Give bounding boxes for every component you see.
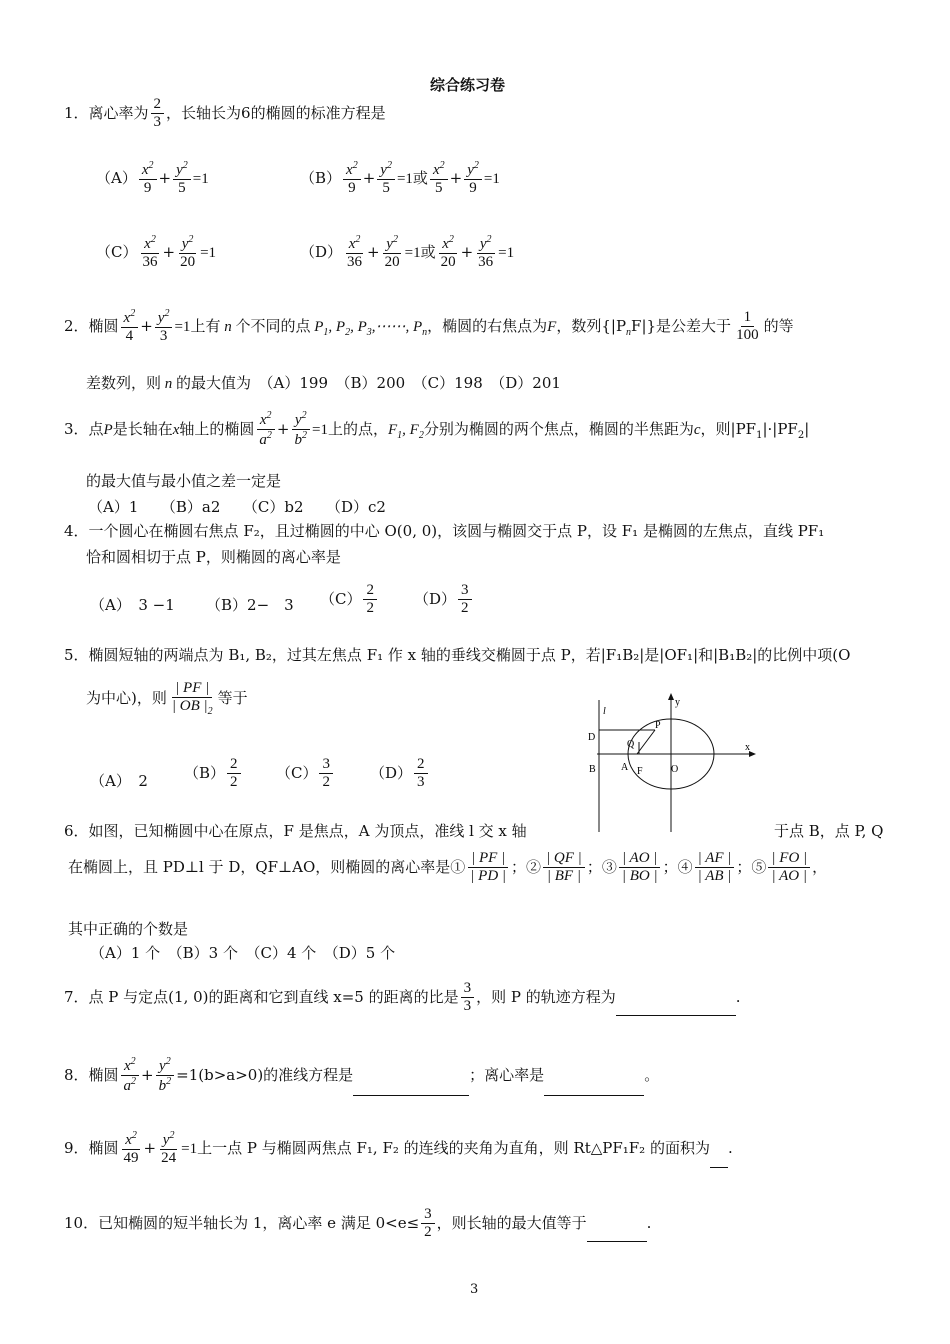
- question-2-line-2: 差数列，则 n 的最大值为 （A）199 （B）200 （C）198 （D）201: [86, 374, 561, 392]
- question-4-option-c: （C） $\frac{2}{2}$: [320, 582, 379, 618]
- label-f: F: [637, 766, 643, 777]
- question-7: 7．点 P 与定点(1, 0)的距离和它到直线 x=5 的距离的比是 $\frac{3}{3}$ ，则 P 的轨迹方程为 .: [64, 980, 741, 1015]
- question-2-stem: 2．椭圆 $\frac{x^2}{4}$ + $\frac{y^2}{3}$ =1上有 n 个不同的点 $P_1$, $P_2$, $P_3,\cdots\cdots$, $P_n$，椭圆的右焦点为F，数列$\{|P_nF|\}$是公差大于 $\frac{1}{100}$ 的等: [64, 308, 794, 345]
- label-p: P: [655, 720, 661, 731]
- question-3-line-2: 的最大值与最小值之差一定是: [86, 472, 282, 490]
- question-5-option-a: （A） 2: [90, 772, 148, 790]
- question-5-option-b: （B） $\frac{2}{2}$: [184, 756, 243, 792]
- question-1-option-c: （C） $\frac{x^2}{36}$ + $\frac{y^2}{20}$ =1: [96, 234, 217, 271]
- question-1-option-a: （A） $\frac{x^2}{9}$ + $\frac{y^2}{5}$ =1: [96, 160, 209, 197]
- question-1-option-b: （B） $\frac{x^2}{9}$ + $\frac{y^2}{5}$ =1或 $\frac{x^2}{5}$ + $\frac{y^2}{9}$ =1: [300, 160, 500, 197]
- question-4-option-b: （B）2− 3: [206, 596, 294, 614]
- question-9: 9．椭圆 $\frac{x^2}{49}$ + $\frac{y^2}{24}$ =1上一点 P 与椭圆两焦点 F₁, F₂ 的连线的夹角为直角，则 Rt△PF₁F₂ 的面积为 .: [64, 1130, 733, 1167]
- question-5-option-c: （C） $\frac{3}{2}$: [276, 756, 335, 792]
- label-a: A: [621, 762, 629, 773]
- question-5-line-2: 为中心)，则 $\frac{| PF |}{| OB |_2}$ 等于: [86, 680, 248, 718]
- question-8: 8．椭圆 $\frac{x^2}{a^2}$ + $\frac{y^2}{b^2}$ =1(b>a>0)的准线方程是 ；离心率是 。: [64, 1056, 660, 1095]
- question-5-line-1: 5．椭圆短轴的两端点为 B₁, B₂，过其左焦点 F₁ 作 x 轴的垂线交椭圆于点 P，若|F₁B₂|是|OF₁|和|B₁B₂|的比例中项(O: [64, 646, 851, 664]
- question-6-line-1: 6．如图，已知椭圆中心在原点，F 是焦点，A 为顶点，准线 l 交 x 轴: [64, 822, 527, 840]
- question-4-option-a: （A） 3 −1: [90, 596, 175, 614]
- answer-blank[interactable]: [710, 1166, 728, 1168]
- question-1-option-d: （D） $\frac{x^2}{36}$ + $\frac{y^2}{20}$ =1或 $\frac{x^2}{20}$ + $\frac{y^2}{36}$ =1: [300, 234, 515, 271]
- page-number: 3: [470, 1282, 479, 1297]
- question-3-stem: 3．点P是长轴在x轴上的椭圆 $\frac{x^2}{a^2}$ + $\frac{y^2}{b^2}$ =1上的点，$F_1$, $F_2$分别为椭圆的两个焦点，椭圆的半焦距为c，则$|PF_1|\cdot|PF_2|$: [64, 410, 810, 449]
- question-4-option-d: （D） $\frac{3}{2}$: [414, 582, 474, 618]
- page-title: 综合练习卷: [430, 76, 506, 94]
- question-6-line-1b: 于点 B，点 P, Q: [774, 822, 884, 840]
- answer-blank[interactable]: [353, 1094, 469, 1096]
- ellipse-figure: [585, 690, 760, 835]
- question-3-options: （A）1 （B）a2 （C）b2 （D）c2: [88, 498, 386, 516]
- label-y: y: [675, 697, 680, 708]
- question-6-line-3: 其中正确的个数是: [68, 920, 189, 938]
- question-1-stem: 1．离心率为 $\frac{2}{3}$ ，长轴长为6的椭圆的标准方程是: [64, 96, 386, 131]
- question-4-line-1: 4．一个圆心在椭圆右焦点 F₂，且过椭圆的中心 O(0, 0)，该圆与椭圆交于点 P，设 F₁ 是椭圆的左焦点，直线 PF₁: [64, 522, 825, 540]
- question-5-option-d: （D） $\frac{2}{3}$: [370, 756, 430, 792]
- label-q: Q: [627, 739, 635, 750]
- question-6-options: （A）1 个 （B）3 个 （C）4 个 （D）5 个: [90, 944, 396, 962]
- label-b: B: [589, 764, 596, 775]
- label-x: x: [745, 742, 750, 753]
- label-o: O: [671, 764, 679, 775]
- question-4-line-2: 恰和圆相切于点 P，则椭圆的离心率是: [86, 548, 341, 566]
- label-d: D: [588, 732, 596, 743]
- answer-blank[interactable]: [616, 1014, 736, 1016]
- answer-blank[interactable]: [544, 1094, 644, 1096]
- answer-blank[interactable]: [587, 1240, 647, 1242]
- question-10: 10．已知椭圆的短半轴长为 1，离心率 e 满足 0<e≤ $\frac{3}{2}$ ，则长轴的最大值等于 .: [64, 1206, 652, 1241]
- label-l: l: [603, 706, 606, 717]
- question-6-line-2: 在椭圆上，且 PD⊥l 于 D，QF⊥AO，则椭圆的离心率是① $\frac{| PF |}{| PD |}$ ；② $\frac{| QF |}{| BF |}$ ；③ $\frac{| AO |}{| BO |}$ ；④ $\frac{| AF |}{| AB |}$ ；⑤ $\frac{| FO |}{| AO |}$ ，: [68, 850, 828, 885]
